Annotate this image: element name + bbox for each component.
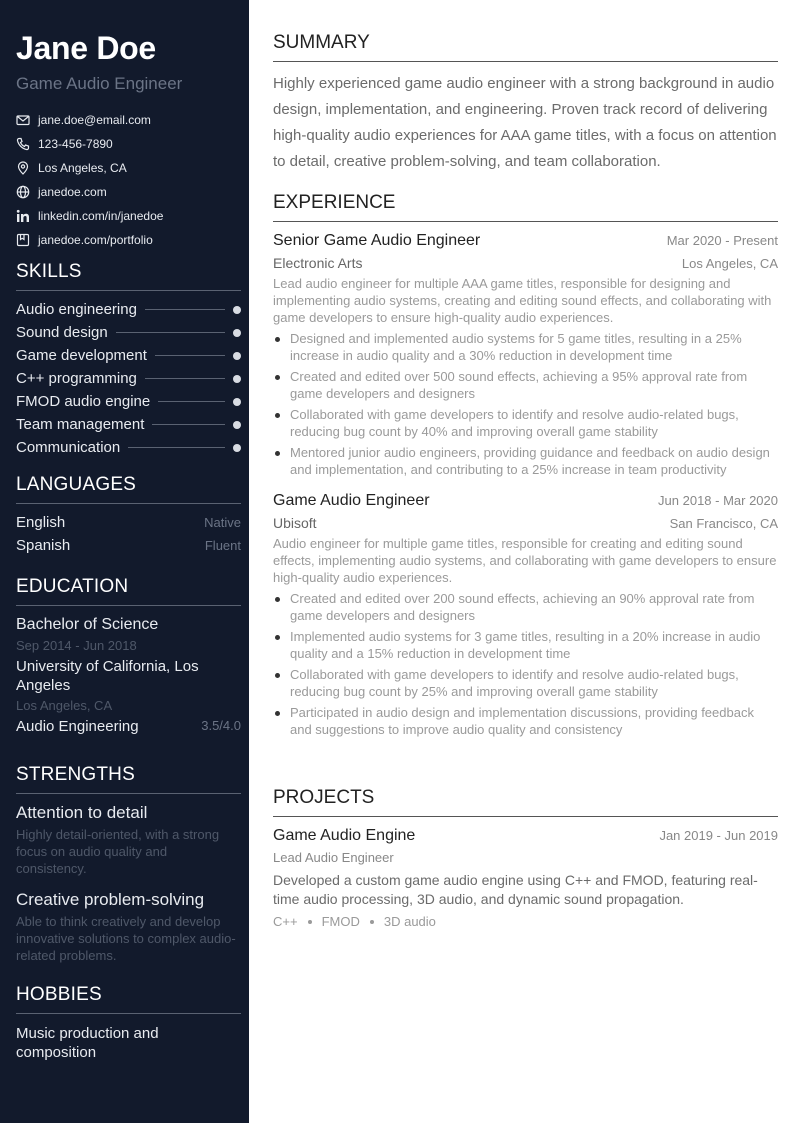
skill-line	[145, 378, 225, 379]
language-item	[16, 511, 241, 534]
name-heading: Jane Doe	[16, 30, 156, 66]
summary-text: Highly experienced game audio engineer with a strong background in audio design, implementation, and engineering. Proven track record of delivering high-quality audio experiences for AAA game titles, with a focus on attention to detail, creative problem-solving, and team collaboration.	[273, 75, 777, 170]
tag-separator	[308, 920, 312, 924]
strength-description: Highly detail-oriented, with a strong focus on audio quality and consistency.	[16, 827, 220, 876]
job-bullet: Created and edited over 200 sound effects, achieving an 90% approval rate from game developers and designers	[273, 590, 778, 624]
contact-location-text: Los Angeles, CA	[38, 161, 127, 175]
skill-line	[128, 447, 225, 448]
portfolio-icon	[16, 233, 30, 247]
summary-title: SUMMARY	[273, 32, 778, 62]
contact-website[interactable]	[16, 180, 241, 204]
job-header	[273, 492, 778, 510]
skill-label: Communication	[16, 439, 121, 456]
skill-dot	[233, 421, 241, 429]
skill-line	[158, 401, 225, 402]
education-section	[16, 576, 241, 735]
job-dates: Mar 2020 - Present	[666, 233, 778, 248]
skill-label: Sound design	[16, 324, 108, 341]
language-name: English	[16, 514, 66, 531]
job-location: Los Angeles, CA	[681, 256, 778, 271]
job-location: San Francisco, CA	[669, 516, 778, 531]
project-tag: C++	[273, 914, 298, 929]
skill-dot	[233, 398, 241, 406]
skills-list	[16, 298, 241, 459]
location-pin-icon	[16, 161, 30, 175]
skill-line	[145, 309, 225, 310]
contact-phone[interactable]	[16, 132, 241, 156]
strength-title: Creative problem-solving	[16, 890, 205, 909]
language-level: Fluent	[204, 538, 241, 553]
job-bullet: Collaborated with game developers to identify and resolve audio-related bugs, reducing bug count by 40% and improving overall game stability	[273, 406, 778, 440]
skill-dot	[233, 329, 241, 337]
job-bullet: Participated in audio design and implementation discussions, providing feedback and suggestions to improve audio quality and consistency	[273, 704, 778, 738]
job-company: Electronic Arts	[273, 255, 363, 271]
strength-description: Able to think creatively and develop innovative solutions to complex audio-related problems.	[16, 914, 236, 963]
skill-item	[16, 344, 241, 367]
contact-portfolio[interactable]	[16, 228, 241, 252]
hobbies-section	[16, 984, 241, 1062]
skill-item	[16, 321, 241, 344]
contact-portfolio-text: janedoe.com/portfolio	[38, 233, 153, 247]
projects-title: PROJECTS	[273, 787, 778, 817]
summary-section	[273, 32, 778, 175]
job-bullet: Designed and implemented audio systems for 5 game titles, resulting in a 25% increase in audio quality and a 30% reduction in development time	[273, 330, 778, 364]
job-title: Senior Game Audio Engineer	[273, 232, 481, 249]
job-subheader	[273, 255, 778, 271]
job-bullet: Collaborated with game developers to identify and resolve audio-related bugs, reducing bug count by 25% and improving overall game stability	[273, 666, 778, 700]
education-dates: Sep 2014 - Jun 2018	[16, 638, 137, 653]
linkedin-icon	[16, 209, 30, 223]
language-name: Spanish	[16, 537, 71, 554]
education-field: Audio Engineering	[16, 718, 139, 735]
email-icon	[16, 113, 30, 127]
skill-item	[16, 367, 241, 390]
skill-label: C++ programming	[16, 370, 137, 387]
experience-title: EXPERIENCE	[273, 192, 778, 222]
skills-title: SKILLS	[16, 261, 241, 291]
skill-label: Game development	[16, 347, 147, 364]
education-field-row	[16, 718, 241, 735]
skill-item	[16, 390, 241, 413]
skill-line	[152, 424, 225, 425]
job-bullet: Created and edited over 500 sound effects, achieving a 95% approval rate from game developers and designers	[273, 368, 778, 402]
role-subtitle: Game Audio Engineer	[16, 74, 183, 93]
languages-section	[16, 474, 241, 557]
skill-label: Audio engineering	[16, 301, 137, 318]
skill-dot	[233, 375, 241, 383]
job-bullet: Implemented audio systems for 3 game titles, resulting in a 20% increase in audio quality and a 15% reduction in development time	[273, 628, 778, 662]
skill-line	[116, 332, 225, 333]
languages-list	[16, 511, 241, 557]
project-title: Game Audio Engine	[273, 827, 416, 844]
languages-title: LANGUAGES	[16, 474, 241, 504]
skills-section	[16, 261, 241, 459]
job-bullets	[273, 330, 778, 478]
project-tag: 3D audio	[383, 914, 436, 929]
skill-label: Team management	[16, 416, 145, 433]
sidebar	[0, 0, 249, 1123]
skill-item	[16, 436, 241, 459]
project-tags	[273, 914, 778, 929]
contact-list	[16, 108, 241, 252]
education-school: University of California, Los Angeles	[16, 658, 199, 694]
job-entry	[273, 492, 778, 738]
job-description: Audio engineer for multiple game titles, responsible for creating and editing sound effects, implementing audio systems, and collaborating with game developers to ensure high-quality audio experiences.	[273, 536, 777, 585]
job-title: Game Audio Engineer	[273, 492, 430, 509]
contact-linkedin-text: linkedin.com/in/janedoe	[38, 209, 164, 223]
education-title: EDUCATION	[16, 576, 241, 606]
phone-icon	[16, 137, 30, 151]
job-bullets	[273, 590, 778, 738]
job-company: Ubisoft	[273, 515, 317, 531]
projects-section	[273, 787, 778, 929]
project-header	[273, 827, 778, 845]
education-location: Los Angeles, CA	[16, 698, 113, 713]
skill-dot	[233, 444, 241, 452]
contact-linkedin[interactable]	[16, 204, 241, 228]
contact-email-text: jane.doe@email.com	[38, 113, 151, 127]
globe-icon	[16, 185, 30, 199]
tag-separator	[370, 920, 374, 924]
contact-phone-text: 123-456-7890	[38, 137, 113, 151]
education-degree: Bachelor of Science	[16, 616, 159, 633]
skill-line	[155, 355, 225, 356]
language-item	[16, 534, 241, 557]
project-tag: FMOD	[321, 914, 360, 929]
job-entry	[273, 232, 778, 478]
job-description: Lead audio engineer for multiple AAA game titles, responsible for designing and implementing audio systems, creating and editing sound effects, and collaborating with game developers to ensure high-quality audio experiences.	[273, 276, 772, 325]
hobby-item: Music production and composition	[16, 1025, 159, 1061]
language-level: Native	[204, 515, 241, 530]
contact-website-text: janedoe.com	[38, 185, 107, 199]
skill-label: FMOD audio engine	[16, 393, 151, 410]
project-dates: Jan 2019 - Jun 2019	[659, 828, 778, 843]
experience-section	[273, 192, 778, 742]
job-subheader	[273, 515, 778, 531]
skill-item	[16, 298, 241, 321]
job-bullet: Mentored junior audio engineers, providing guidance and feedback on audio design and implementation, and contributing to a 25% increase in team productivity	[273, 444, 778, 478]
job-dates: Jun 2018 - Mar 2020	[658, 493, 778, 508]
job-header	[273, 232, 778, 250]
hobbies-title: HOBBIES	[16, 984, 241, 1014]
strength-title: Attention to detail	[16, 803, 148, 822]
skill-dot	[233, 306, 241, 314]
project-role: Lead Audio Engineer	[273, 850, 394, 865]
contact-location	[16, 156, 241, 180]
strengths-title: STRENGTHS	[16, 764, 241, 794]
contact-email[interactable]	[16, 108, 241, 132]
education-gpa: 3.5/4.0	[201, 718, 241, 733]
project-description: Developed a custom game audio engine using C++ and FMOD, featuring real-time audio processing, 3D audio, and dynamic sound propagation.	[273, 872, 758, 907]
skill-item	[16, 413, 241, 436]
skill-dot	[233, 352, 241, 360]
strengths-section	[16, 764, 241, 964]
